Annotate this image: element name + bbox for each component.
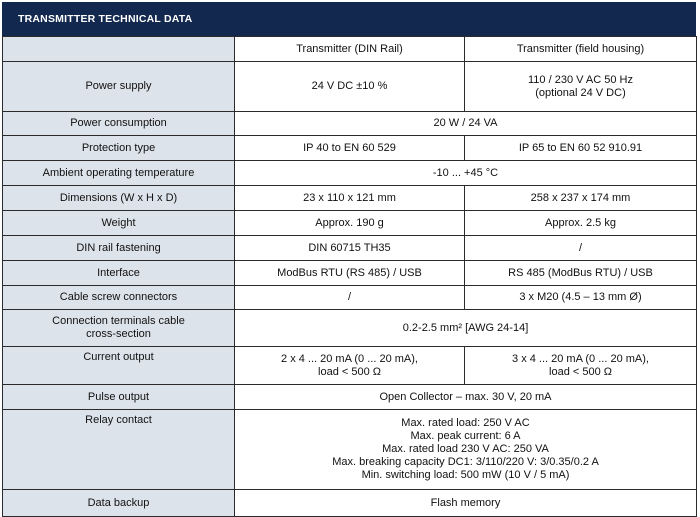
- table-row: [3, 261, 697, 286]
- row-label: Power supply: [3, 62, 235, 112]
- row-label: Power consumption: [3, 112, 235, 136]
- field-housing-value: [465, 211, 697, 236]
- table-row: [3, 385, 697, 410]
- header-empty: [3, 37, 235, 62]
- row-label: Protection type: [3, 136, 235, 161]
- row-label: Dimensions (W x H x D): [3, 186, 235, 211]
- din-rail-value: [235, 211, 465, 236]
- row-label: [3, 310, 235, 347]
- cell-line: Max. rated load: 250 V AC: [401, 417, 530, 429]
- cell-line: Open Collector – max. 30 V, 20 mA: [379, 390, 552, 403]
- cell-line: RS 485 (ModBus RTU) / USB: [508, 266, 653, 279]
- table-row: [3, 286, 697, 310]
- spanning-value: [235, 490, 697, 517]
- row-label: Interface: [3, 261, 235, 286]
- technical-data-panel: [2, 2, 696, 517]
- cell-line: load < 500 Ω: [549, 365, 612, 378]
- cell-line: /: [347, 291, 352, 303]
- cell-line: Approx. 190 g: [315, 216, 384, 229]
- cell-line: Min. switching load: 500 mW (10 V / 5 mA): [361, 469, 570, 481]
- din-rail-value: [235, 286, 465, 310]
- cell-line: Max. breaking capacity DC1: 3/110/220 V: 3/0.35/0.2 A: [332, 456, 599, 468]
- cell-line: -10 ... +45 °C: [432, 166, 499, 179]
- spanning-value: [235, 161, 697, 186]
- spanning-value: [235, 112, 697, 136]
- din-rail-value: [235, 236, 465, 261]
- header-row: [3, 37, 697, 62]
- din-rail-value: [235, 347, 465, 385]
- cell-line: Max. rated load 230 V AC: 250 VA: [382, 443, 549, 455]
- cell-line: 23 x 110 x 121 mm: [303, 191, 396, 204]
- row-label: Pulse output: [3, 385, 235, 410]
- cell-line: load < 500 Ω: [318, 365, 381, 378]
- spanning-value: [235, 310, 697, 347]
- row-label: Cable screw connectors: [3, 286, 235, 310]
- field-housing-value: [465, 62, 697, 112]
- cell-line: 3 x M20 (4.5 – 13 mm Ø): [519, 291, 642, 303]
- cell-line: Max. peak current: 6 A: [410, 430, 521, 442]
- table-row: [3, 62, 697, 112]
- cell-line: Flash memory: [430, 496, 501, 509]
- cell-line: DIN 60715 TH35: [308, 241, 391, 254]
- table-row: [3, 161, 697, 186]
- table-row: [3, 136, 697, 161]
- cell-line: Approx. 2.5 kg: [545, 216, 616, 229]
- cell-line: 24 V DC ±10 %: [311, 80, 388, 92]
- header-field-housing: Transmitter (field housing): [465, 37, 697, 62]
- cell-line: 2 x 4 ... 20 mA (0 ... 20 mA),: [281, 352, 418, 365]
- din-rail-value: [235, 136, 465, 161]
- row-label: Relay contact: [3, 410, 235, 490]
- cell-line: 110 / 230 V AC 50 Hz: [528, 73, 633, 86]
- cell-line: ModBus RTU (RS 485) / USB: [277, 266, 422, 279]
- table-row: [3, 490, 697, 517]
- row-label: DIN rail fastening: [3, 236, 235, 261]
- field-housing-value: [465, 261, 697, 286]
- field-housing-value: [465, 347, 697, 385]
- table-row: [3, 112, 697, 136]
- spec-table: [2, 36, 697, 517]
- table-row: [3, 186, 697, 211]
- table-row: [3, 410, 697, 490]
- cell-line: 258 x 237 x 174 mm: [530, 191, 631, 204]
- cell-line: IP 40 to EN 60 529: [303, 141, 396, 154]
- row-label: Data backup: [3, 490, 235, 517]
- table-row: [3, 236, 697, 261]
- cell-line: 20 W / 24 VA: [433, 117, 498, 129]
- cell-line: cross-section: [86, 328, 151, 340]
- cell-line: Connection terminals cable: [52, 315, 185, 327]
- field-housing-value: [465, 236, 697, 261]
- spanning-value: [235, 385, 697, 410]
- table-row: [3, 211, 697, 236]
- cell-line: /: [578, 241, 583, 254]
- din-rail-value: [235, 186, 465, 211]
- table-row: [3, 310, 697, 347]
- field-housing-value: [465, 286, 697, 310]
- spanning-value: [235, 410, 697, 490]
- cell-line: 3 x 4 ... 20 mA (0 ... 20 mA),: [512, 352, 649, 365]
- din-rail-value: [235, 261, 465, 286]
- cell-line: (optional 24 V DC): [535, 86, 626, 99]
- row-label: Current output: [3, 347, 235, 385]
- cell-line: 0.2-2.5 mm² [AWG 24-14]: [402, 321, 529, 334]
- field-housing-value: [465, 186, 697, 211]
- row-label: Weight: [3, 211, 235, 236]
- table-title: TRANSMITTER TECHNICAL DATA: [2, 2, 696, 36]
- din-rail-value: [235, 62, 465, 112]
- table-row: [3, 347, 697, 385]
- cell-line: IP 65 to EN 60 52 910.91: [518, 141, 643, 154]
- field-housing-value: [465, 136, 697, 161]
- row-label: Ambient operating temperature: [3, 161, 235, 186]
- header-din-rail: Transmitter (DIN Rail): [235, 37, 465, 62]
